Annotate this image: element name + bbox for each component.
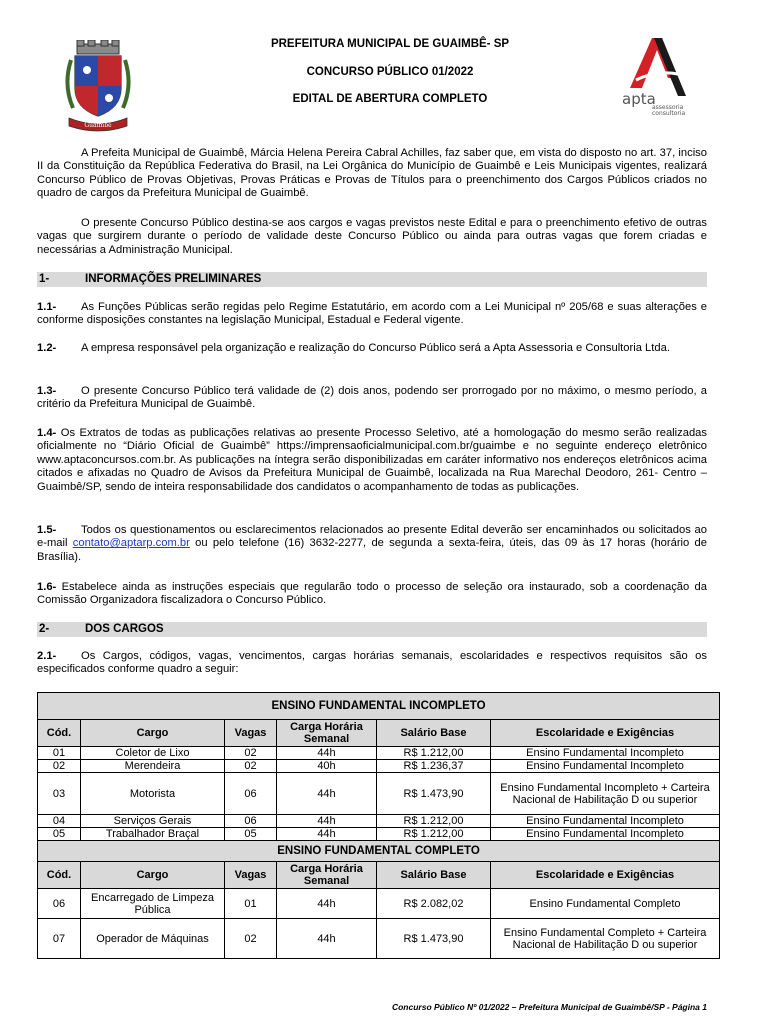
table-cell: 06: [225, 815, 277, 828]
table-column-header: Escolaridade e Exigências: [491, 862, 720, 889]
table-cell: R$ 1.212,00: [377, 828, 491, 841]
crest-banner-text: Guaimbê: [84, 122, 112, 129]
table-cell: Trabalhador Braçal: [81, 828, 225, 841]
table-row: [38, 919, 720, 959]
section-2-heading: 2- DOS CARGOS: [37, 622, 707, 637]
page-footer: Concurso Público Nº 01/2022 – Prefeitura Municipal de Guaimbê/SP - Página 1: [391, 1002, 707, 1012]
item-1-4: 1.4- Os Extratos de todas as publicações relativas ao presente Processo Seletivo, até a homologação do mesmo serão realizadas oficialmente no “Diário Oficial de Guaimbê” https://imprensaoficialmunicipal.com.br/guaimbe e no seguinte endereço eletrônico www.aptaconcursos.com.br. As publicações na íntegra serão disponibilizadas em caráter informativo nos endereços eletrônicos acima citados e afixadas no Quadro de Avisos da Prefeitura Municipal de Guaimbê, localizada na Rua Marechal Deodoro, 261- Centro – Guaimbê/SP, sendo de inteira responsabilidade dos candidatos o acompanhamento de todas as publicações.: [37, 427, 707, 493]
table-row: [38, 760, 720, 773]
table-cell: 40h: [277, 760, 377, 773]
header-line-1: PREFEITURA MUNICIPAL DE GUAIMBÊ- SP: [270, 38, 510, 50]
table-group-title: ENSINO FUNDAMENTAL INCOMPLETO: [38, 693, 720, 720]
table-column-header: Cód.: [38, 862, 81, 889]
table-row: [38, 747, 720, 760]
table-column-header: Cargo: [81, 720, 225, 747]
apta-logo-icon: [616, 34, 692, 116]
table-cell: Ensino Fundamental Incompleto: [491, 815, 720, 828]
item-1-5: 1.5- Todos os questionamentos ou esclarecimentos relacionados ao presente Edital deverão ser encaminhados ou solicitados ao e-mail contato@aptarp.com.br ou pelo telefone (16) 3632-2277, de segunda a sexta-feira, úteis, das 09 às 17 horas (horário de Brasília).: [37, 524, 707, 563]
table-row: [38, 828, 720, 841]
table-cell: Encarregado de Limpeza Pública: [81, 889, 225, 919]
table-cell: 44h: [277, 889, 377, 919]
table-cell: 44h: [277, 747, 377, 760]
table-cell: R$ 1.473,90: [377, 773, 491, 815]
table-cell: R$ 2.082,02: [377, 889, 491, 919]
table-cell: Ensino Fundamental Incompleto: [491, 828, 720, 841]
section-1-heading: 1- INFORMAÇÕES PRELIMINARES: [37, 272, 707, 287]
cargos-table: [37, 692, 720, 959]
table-column-header: Cargo: [81, 862, 225, 889]
table-cell: Serviços Gerais: [81, 815, 225, 828]
table-cell: R$ 1.473,90: [377, 919, 491, 959]
table-cell: 44h: [277, 773, 377, 815]
table-column-header: Salário Base: [377, 862, 491, 889]
logo-brand-text: apta: [622, 90, 656, 108]
table-cell: R$ 1.236,37: [377, 760, 491, 773]
table-cell: 02: [225, 747, 277, 760]
table-cell: Ensino Fundamental Incompleto: [491, 747, 720, 760]
table-column-header: Vagas: [225, 862, 277, 889]
logo-tagline-1: assessoria: [652, 104, 684, 111]
table-column-header: Escolaridade e Exigências: [491, 720, 720, 747]
municipal-crest-icon: [63, 40, 133, 132]
table-cell: 01: [38, 747, 81, 760]
table-cell: 02: [225, 919, 277, 959]
table-cell: R$ 1.212,00: [377, 815, 491, 828]
table-cell: Operador de Máquinas: [81, 919, 225, 959]
header-line-2: CONCURSO PÚBLICO 01/2022: [306, 66, 474, 78]
email-link[interactable]: contato@aptarp.com.br: [72, 537, 190, 550]
table-cell: 06: [38, 889, 81, 919]
table-cell: 44h: [277, 815, 377, 828]
item-1-2: 1.2- A empresa responsável pela organização e realização do Concurso Público será a Apta Assessoria e Consultoria Ltda.: [37, 342, 670, 354]
table-cell: 05: [225, 828, 277, 841]
table-cell: 04: [38, 815, 81, 828]
item-1-1: 1.1- As Funções Públicas serão regidas pelo Regime Estatutário, em acordo com a Lei Municipal nº 205/68 e suas alterações e conforme disposições constantes na legislação Municipal, Estadual e Federal vigente.: [37, 301, 707, 327]
intro-paragraph-2: O presente Concurso Público destina-se aos cargos e vagas previstos neste Edital e para o preenchimento efetivo de outras vagas que surgirem durante o período de validade deste Concurso Público ou ainda para outras vagas que forem criadas e necessárias a Administração Municipal.: [37, 217, 707, 256]
table-cell: Coletor de Lixo: [81, 747, 225, 760]
table-row: [38, 889, 720, 919]
table-cell: 02: [225, 760, 277, 773]
table-column-header: Carga Horária Semanal: [277, 720, 377, 747]
table-cell: Merendeira: [81, 760, 225, 773]
table-cell: 07: [38, 919, 81, 959]
table-cell: Ensino Fundamental Completo: [491, 889, 720, 919]
intro-paragraph-1: A Prefeita Municipal de Guaimbê, Márcia Helena Pereira Cabral Achilles, faz saber que, em vista do disposto no art. 37, inciso II da Constituição da República Federativa do Brasil, na Lei Orgânica do Município de Guaimbê e Leis Municipais vigentes, realizará Concurso Público de Provas Objetivas, Provas Práticas e Provas de Títulos para o preenchimento dos Cargos Públicos criados no quadro de cargos da Prefeitura Municipal de Guaimbê.: [37, 147, 707, 200]
table-cell: R$ 1.212,00: [377, 747, 491, 760]
table-column-header: Salário Base: [377, 720, 491, 747]
header-line-3: EDITAL DE ABERTURA COMPLETO: [292, 93, 488, 105]
logo-tagline-2: consultoria: [652, 110, 686, 116]
table-cell: 44h: [277, 828, 377, 841]
table-cell: Ensino Fundamental Incompleto + Carteira Nacional de Habilitação D ou superior: [491, 773, 720, 815]
table-cell: Ensino Fundamental Completo + Carteira Nacional de Habilitação D ou superior: [491, 919, 720, 959]
item-2-1: 2.1- Os Cargos, códigos, vagas, vencimentos, cargas horárias semanais, escolaridades e respectivos requisitos são os especificados conforme quadro a seguir:: [37, 650, 707, 676]
table-column-header: Carga Horária Semanal: [277, 862, 377, 889]
table-cell: 05: [38, 828, 81, 841]
table-group-title: ENSINO FUNDAMENTAL COMPLETO: [38, 841, 720, 862]
table-column-header: Cód.: [38, 720, 81, 747]
table-cell: Motorista: [81, 773, 225, 815]
table-cell: Ensino Fundamental Incompleto: [491, 760, 720, 773]
item-1-3: 1.3- O presente Concurso Público terá validade de (2) dois anos, podendo ser prorrogado por no máximo, o mesmo período, a critério da Prefeitura Municipal de Guaimbê.: [37, 385, 707, 411]
table-row: [38, 773, 720, 815]
table-cell: 01: [225, 889, 277, 919]
table-cell: 02: [38, 760, 81, 773]
table-cell: 44h: [277, 919, 377, 959]
table-cell: 06: [225, 773, 277, 815]
table-cell: 03: [38, 773, 81, 815]
item-1-6: 1.6- Estabelece ainda as instruções especiais que regularão todo o processo de seleção ora instaurado, sob a coordenação da Comissão Organizadora fiscalizadora o Concurso Público.: [37, 581, 707, 607]
table-row: [38, 815, 720, 828]
table-column-header: Vagas: [225, 720, 277, 747]
